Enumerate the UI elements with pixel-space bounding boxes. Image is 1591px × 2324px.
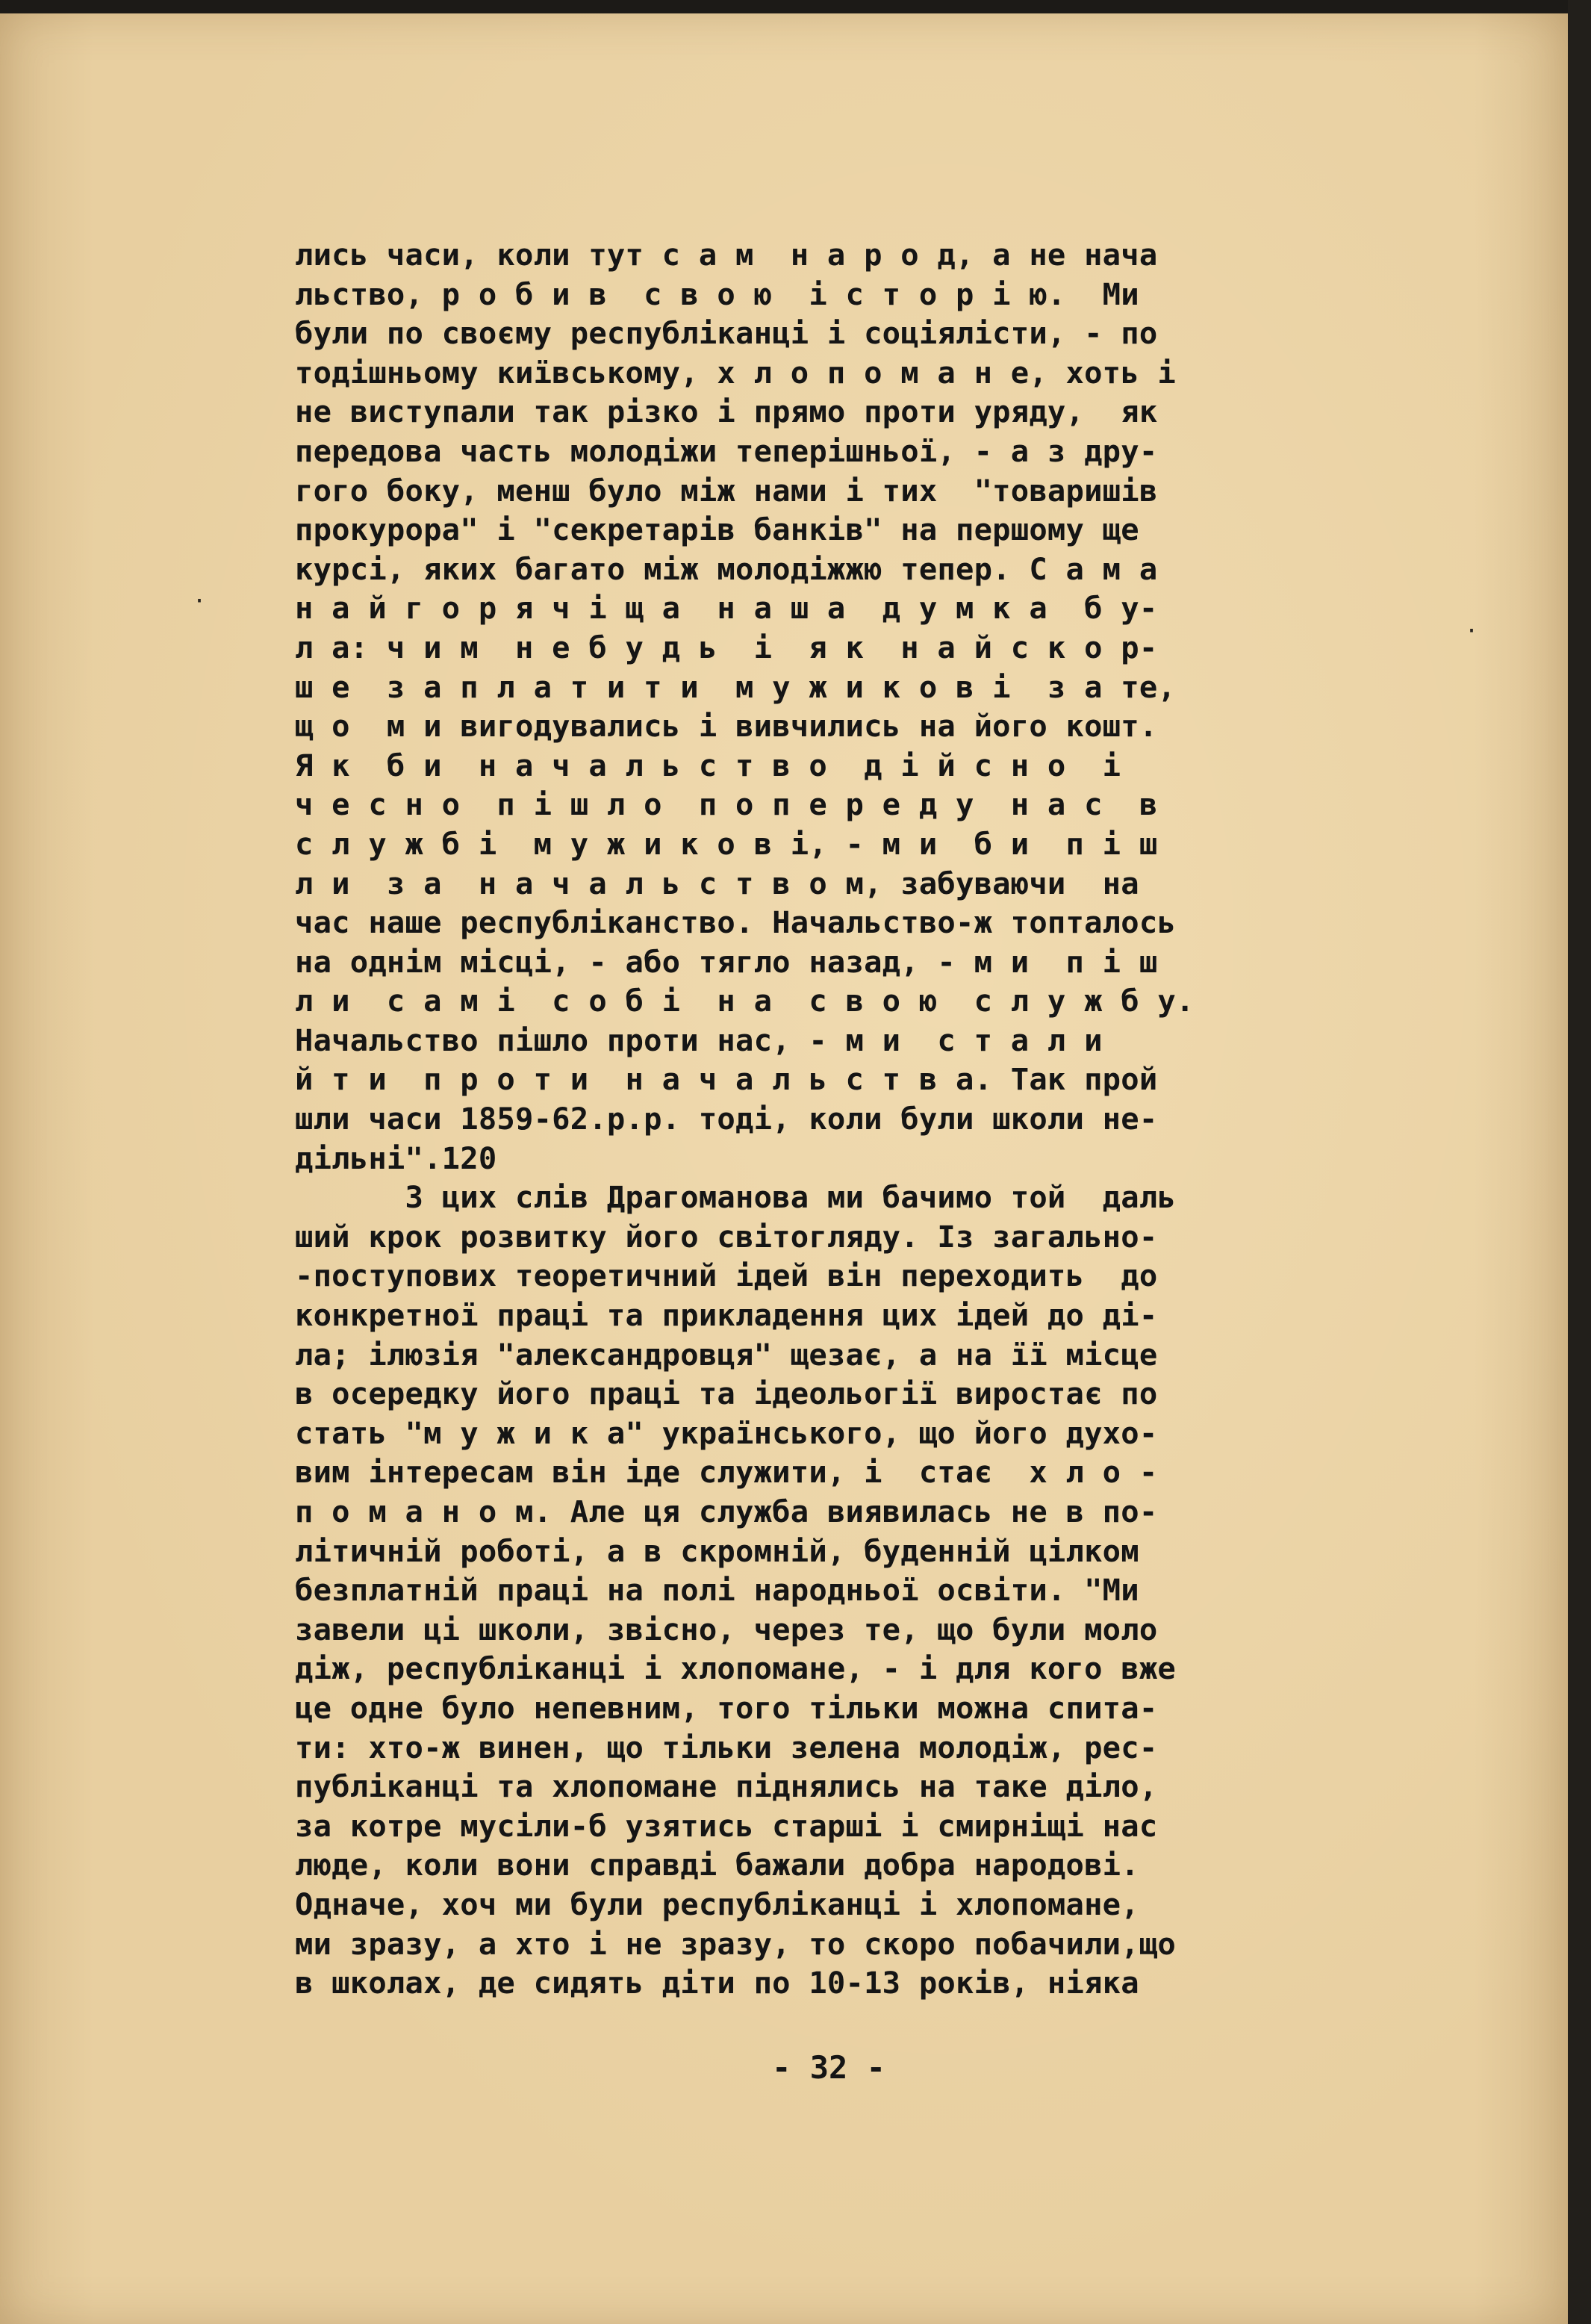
- text-line: це одне було непевним, того тільки можна спита-: [295, 1689, 1158, 1726]
- text-line: стать "м у ж и к а" українського, що його духо-: [295, 1414, 1158, 1451]
- text-line: льство, р о б и в с в о ю і с т о р і ю. Ми: [295, 276, 1139, 312]
- text-line: в осередку його праці та ідеольогії виростає по: [295, 1376, 1158, 1412]
- text-line: публіканці та хлопомане піднялись на таке діло,: [295, 1768, 1158, 1805]
- text-line: на однім місці, - або тягло назад, - м и п і ш: [295, 943, 1158, 980]
- text-line: конкретної праці та прикладення цих ідей до ді-: [295, 1297, 1158, 1334]
- text-line: й т и п р о т и н а ч а л ь с т в а. Так прой: [295, 1061, 1158, 1098]
- text-line: гого боку, менш було між нами і тих "товаришів: [295, 472, 1158, 509]
- text-line: люде, коли вони справді бажали добра народові.: [295, 1847, 1139, 1883]
- text-line: ти: хто-ж винен, що тільки зелена молодіж, рес-: [295, 1729, 1158, 1765]
- text-line: літичній роботі, а в скромній, буденній цілком: [295, 1532, 1139, 1569]
- text-line: вим інтересам він іде служити, і стає х л о -: [295, 1454, 1158, 1491]
- text-line: Я к б и н а ч а л ь с т в о д і й с н о і: [295, 747, 1121, 783]
- text-line: -поступових теоретичний ідей він переходить до: [295, 1258, 1158, 1294]
- body-text: [295, 235, 1460, 2003]
- text-line: не виступали так різко і прямо проти уряду, як: [295, 394, 1158, 430]
- text-line: щ о м и вигодувались і вивчились на його кошт.: [295, 708, 1158, 745]
- page-number: - 32 -: [772, 2049, 885, 2086]
- text-line: с л у ж б і м у ж и к о в і, - м и б и п і ш: [295, 825, 1158, 862]
- text-line: л а: ч и м н е б у д ь і я к н а й с к о р-: [295, 629, 1158, 665]
- text-line: л и с а м і с о б і н а с в о ю с л у ж б у.: [295, 983, 1195, 1019]
- text-line: л и з а н а ч а л ь с т в о м, забуваючи на: [295, 865, 1139, 901]
- margin-mark: ·: [1465, 618, 1479, 644]
- text-line: передова часть молодіжи теперішньої, - а з дру-: [295, 432, 1158, 469]
- text-line: завели ці школи, звісно, через те, що були моло: [295, 1611, 1158, 1647]
- scan-edge: [1568, 0, 1591, 2324]
- text-line: ш е з а п л а т и т и м у ж и к о в і з а те,: [295, 668, 1176, 705]
- text-line: за котре мусіли-б узятись старші і смирніщі нас: [295, 1807, 1158, 1844]
- text-line: шли часи 1859-62.р.р. тоді, коли були школи не-: [295, 1101, 1158, 1137]
- text-line: тодішньому київському, х л о п о м а н е, хоть і: [295, 354, 1176, 391]
- text-line: час наше республіканство. Начальство-ж топталось: [295, 904, 1176, 941]
- text-line: п о м а н о м. Але ця служба виявилась не в по-: [295, 1494, 1158, 1529]
- text-line: З цих слів Драгоманова ми бачимо той даль: [295, 1179, 1176, 1216]
- document-page: [0, 13, 1568, 2324]
- text-line: н а й г о р я ч і щ а н а ш а д у м к а б у-: [295, 590, 1158, 627]
- text-line: прокурора" і "секретарів банків" на першому ще: [295, 512, 1139, 548]
- text-line: Одначе, хоч ми були республіканці і хлопомане,: [295, 1886, 1139, 1922]
- margin-mark: ·: [193, 588, 207, 615]
- text-line: ший крок розвитку його світогляду. Із загально-: [295, 1218, 1158, 1255]
- text-line: курсі, яких багато між молодіжжю тепер. С а м а: [295, 550, 1158, 587]
- text-line: були по своєму республіканці і соціялісти, - по: [295, 315, 1158, 352]
- text-line: безплатній праці на полі народньої освіти. "Ми: [295, 1572, 1139, 1609]
- text-line: ч е с н о п і ш л о п о п е р е д у н а с в: [295, 786, 1158, 823]
- text-line: Начальство пішло проти нас, - м и с т а л и: [295, 1022, 1103, 1058]
- text-line: в школах, де сидять діти по 10-13 років, ніяка: [295, 1965, 1139, 2001]
- text-line: дільні".120: [295, 1140, 497, 1176]
- text-line: ми зразу, а хто і не зразу, то скоро побачили,що: [295, 1925, 1176, 1962]
- text-line: лись часи, коли тут с а м н а р о д, а не нача: [295, 237, 1158, 273]
- text-line: діж, республіканці і хлопомане, - і для кого вже: [295, 1650, 1176, 1687]
- text-line: ла; ілюзія "александровця" щезає, а на її місце: [295, 1336, 1158, 1373]
